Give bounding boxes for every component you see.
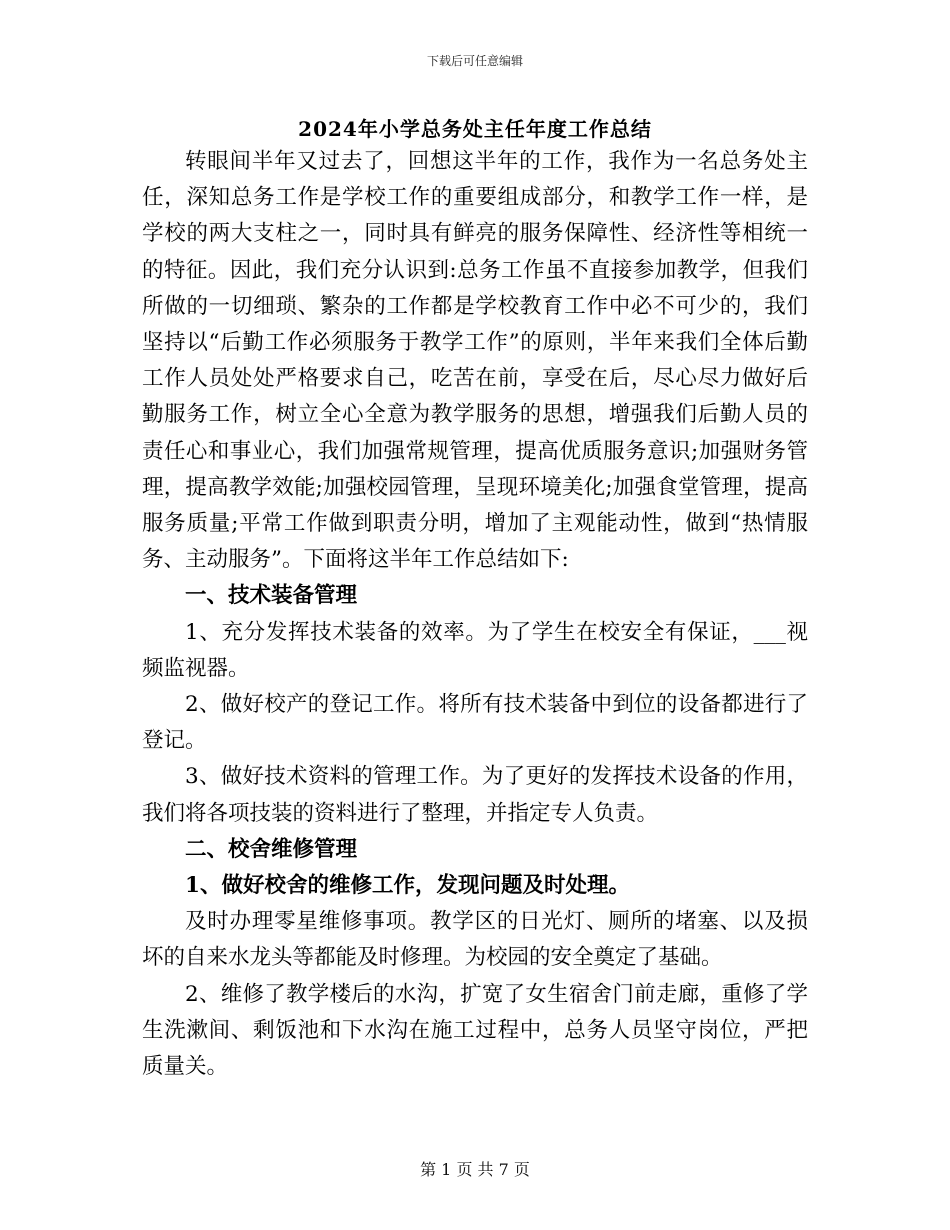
section-heading-equipment: 一、技术装备管理 — [185, 583, 358, 609]
paragraph-maintenance-2: 2、维修了教学楼后的水沟，扩宽了女生宿舍门前走廊，重修了学生洗漱间、剩饭池和下水沟在施工过程中，总务人员坚守岗位，严把质量关。 — [142, 981, 808, 1080]
paragraph-equipment-2: 2、做好校产的登记工作。将所有技术装备中到位的设备都进行了登记。 — [142, 692, 808, 754]
page-number: 第 1 页 共 7 页 — [420, 1160, 530, 1179]
paragraph-equipment-1: 1、充分发挥技术装备的效率。为了学生在校安全有保证，___视频监视器。 — [142, 619, 808, 681]
document-body — [142, 144, 808, 1085]
header-note: 下载后可任意编辑 — [426, 54, 523, 68]
section-heading-maintenance: 二、校舍维修管理 — [185, 836, 358, 862]
intro-paragraph: 转眼间半年又过去了，回想这半年的工作，我作为一名总务处主任，深知总务工作是学校工作的重要组成部分，和教学工作一样，是学校的两大支柱之一，同时具有鲜亮的服务保障性、经济性等相统一的特征。因此，我们充分认识到:总务工作虽不直接参加教学，但我们所做的一切细琐、繁杂的工作都是学校教育工作中必不可少的，我们坚持以“后勤工作必须服务于教学工作”的原则，半年来我们全体后勤工作人员处处严格要求自己，吃苦在前，享受在后，尽心尽力做好后勤服务工作，树立全心全意为教学服务的思想，增强我们后勤人员的责任心和事业心，我们加强常规管理，提高优质服务意识;加强财务管理，提高教学效能;加强校园管理，呈现环境美化;加强食堂管理，提高服务质量;平常工作做到职责分明，增加了主观能动性，做到“热情服务、主动服务”。下面将这半年工作总结如下: — [142, 149, 808, 573]
paragraph-equipment-3: 3、做好技术资料的管理工作。为了更好的发挥技术设备的作用，我们将各项技装的资料进行了整理，并指定专人负责。 — [142, 764, 808, 826]
page-title: 2024年小学总务处主任年度工作总结 — [298, 117, 652, 141]
paragraph-maintenance-1: 及时办理零星维修事项。教学区的日光灯、厕所的堵塞、以及损坏的自来水龙头等都能及时修理。为校园的安全奠定了基础。 — [142, 909, 808, 971]
subheading-maintenance-1: 1、做好校舍的维修工作，发现问题及时处理。 — [185, 873, 630, 899]
